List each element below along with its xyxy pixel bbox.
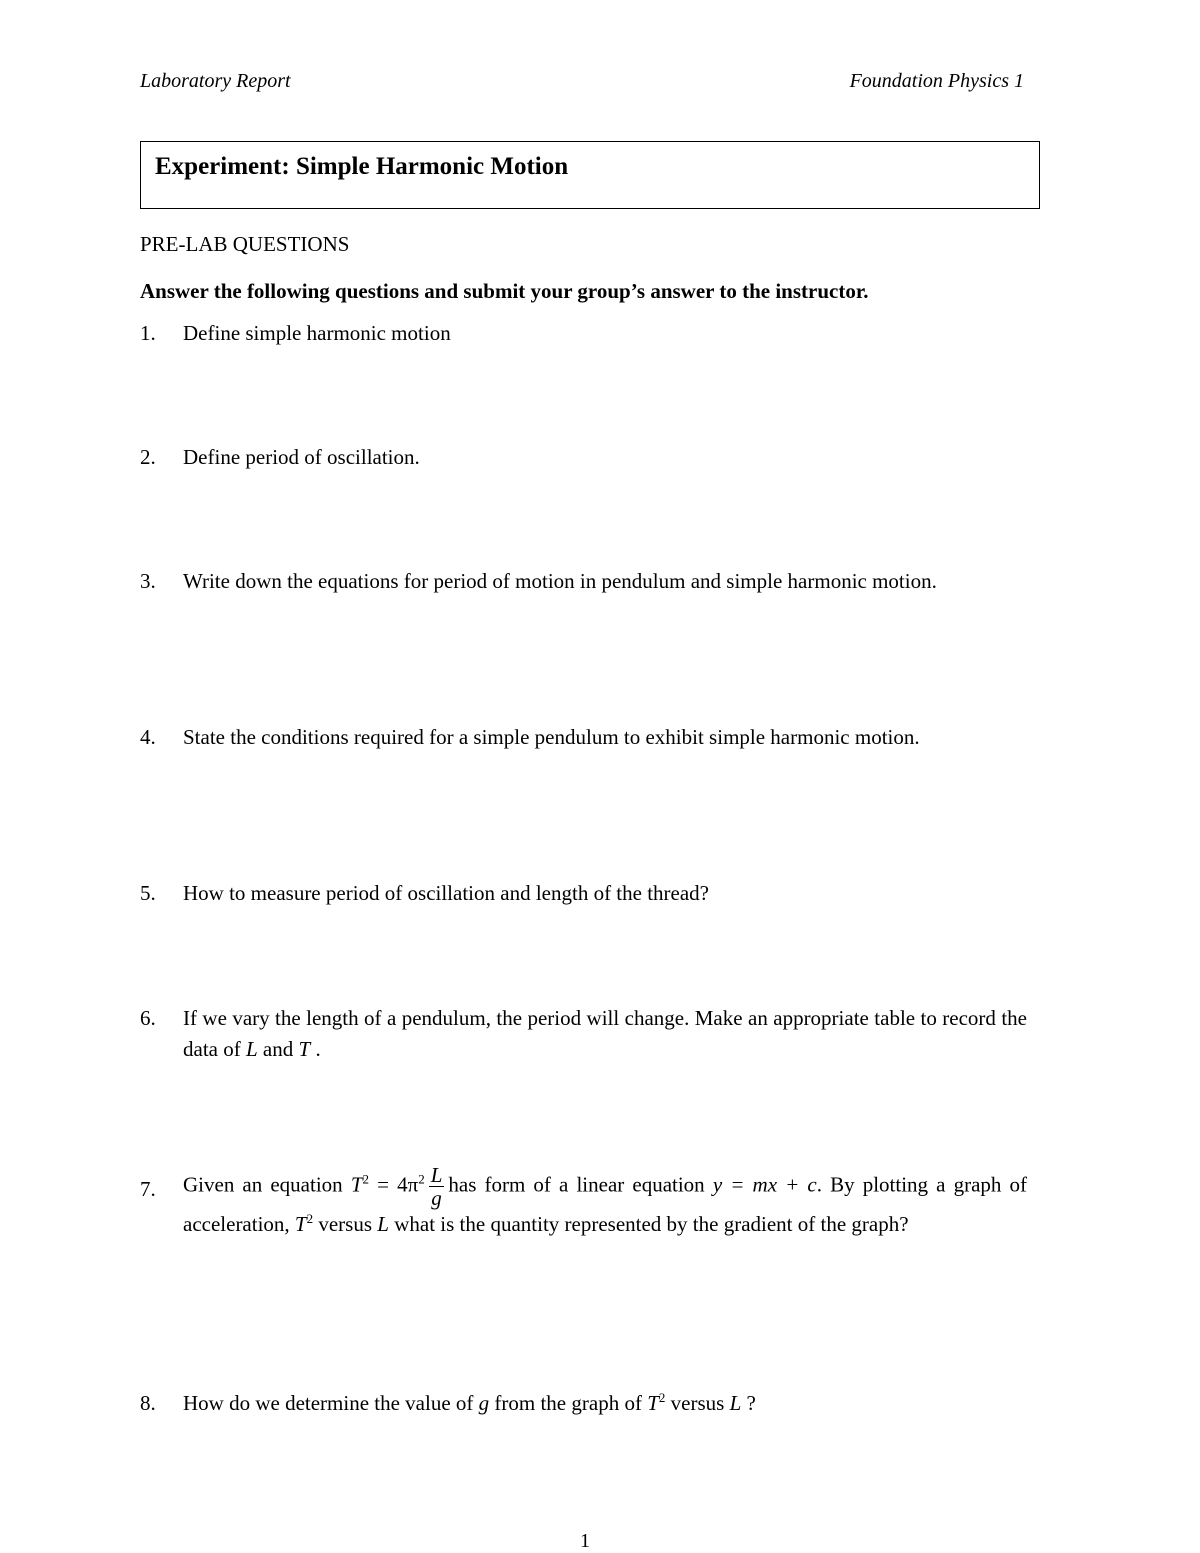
question-number: 8.: [140, 1391, 156, 1415]
equation-mid: = 4π: [377, 1172, 419, 1197]
question-number: 4.: [140, 725, 156, 749]
question-text: State the conditions required for a simple pendulum to exhibit simple harmonic motion.: [183, 725, 920, 749]
linear-equation: y = mx + c: [712, 1172, 817, 1197]
section-heading: PRE-LAB QUESTIONS: [140, 232, 350, 256]
question-number: 2.: [140, 445, 156, 469]
question-text: Write down the equations for period of motion in pendulum and simple harmonic motion.: [183, 569, 937, 593]
question-number: 5.: [140, 881, 156, 905]
variable-T: T: [298, 1037, 311, 1061]
page-title: Experiment: Simple Harmonic Motion: [155, 153, 569, 180]
page-number: 1: [580, 1530, 590, 1552]
question-text: Given an equation $T^2 = 4\pi^2$ $\frac{L}{g}$ has form of a linear equation y = mx + c. By plotting a graph of acceleration, $T^2$ versus L what is the quantity represented by the gradient of the graph?: [183, 1163, 1028, 1236]
variable-L: L: [245, 1037, 258, 1061]
instruction-text: Answer the following questions and submit your group’s answer to the instructor.: [140, 279, 869, 303]
question-text: How do we determine the value of g from the graph of $T^2$ versus L ?: [183, 1390, 756, 1415]
question-text: If we vary the length of a pendulum, the period will change. Make an appropriate table to record the data of L and T .: [183, 1006, 1027, 1061]
question-number: 7.: [140, 1177, 156, 1201]
question-number: 1.: [140, 321, 156, 345]
title-box: [140, 141, 1040, 209]
equation-lhs: T: [350, 1172, 363, 1197]
question-text: How to measure period of oscillation and length of the thread?: [183, 881, 710, 905]
variable-g: g: [478, 1391, 490, 1415]
fraction-L-over-g: $\frac{L}{g}$: [430, 1163, 443, 1210]
header-left: Laboratory Report: [140, 70, 291, 92]
question-text: Define period of oscillation.: [183, 445, 420, 469]
question-number: 6.: [140, 1006, 156, 1030]
question-text: Define simple harmonic motion: [183, 321, 451, 345]
header-right: Foundation Physics 1: [849, 70, 1024, 92]
question-number: 3.: [140, 569, 156, 593]
